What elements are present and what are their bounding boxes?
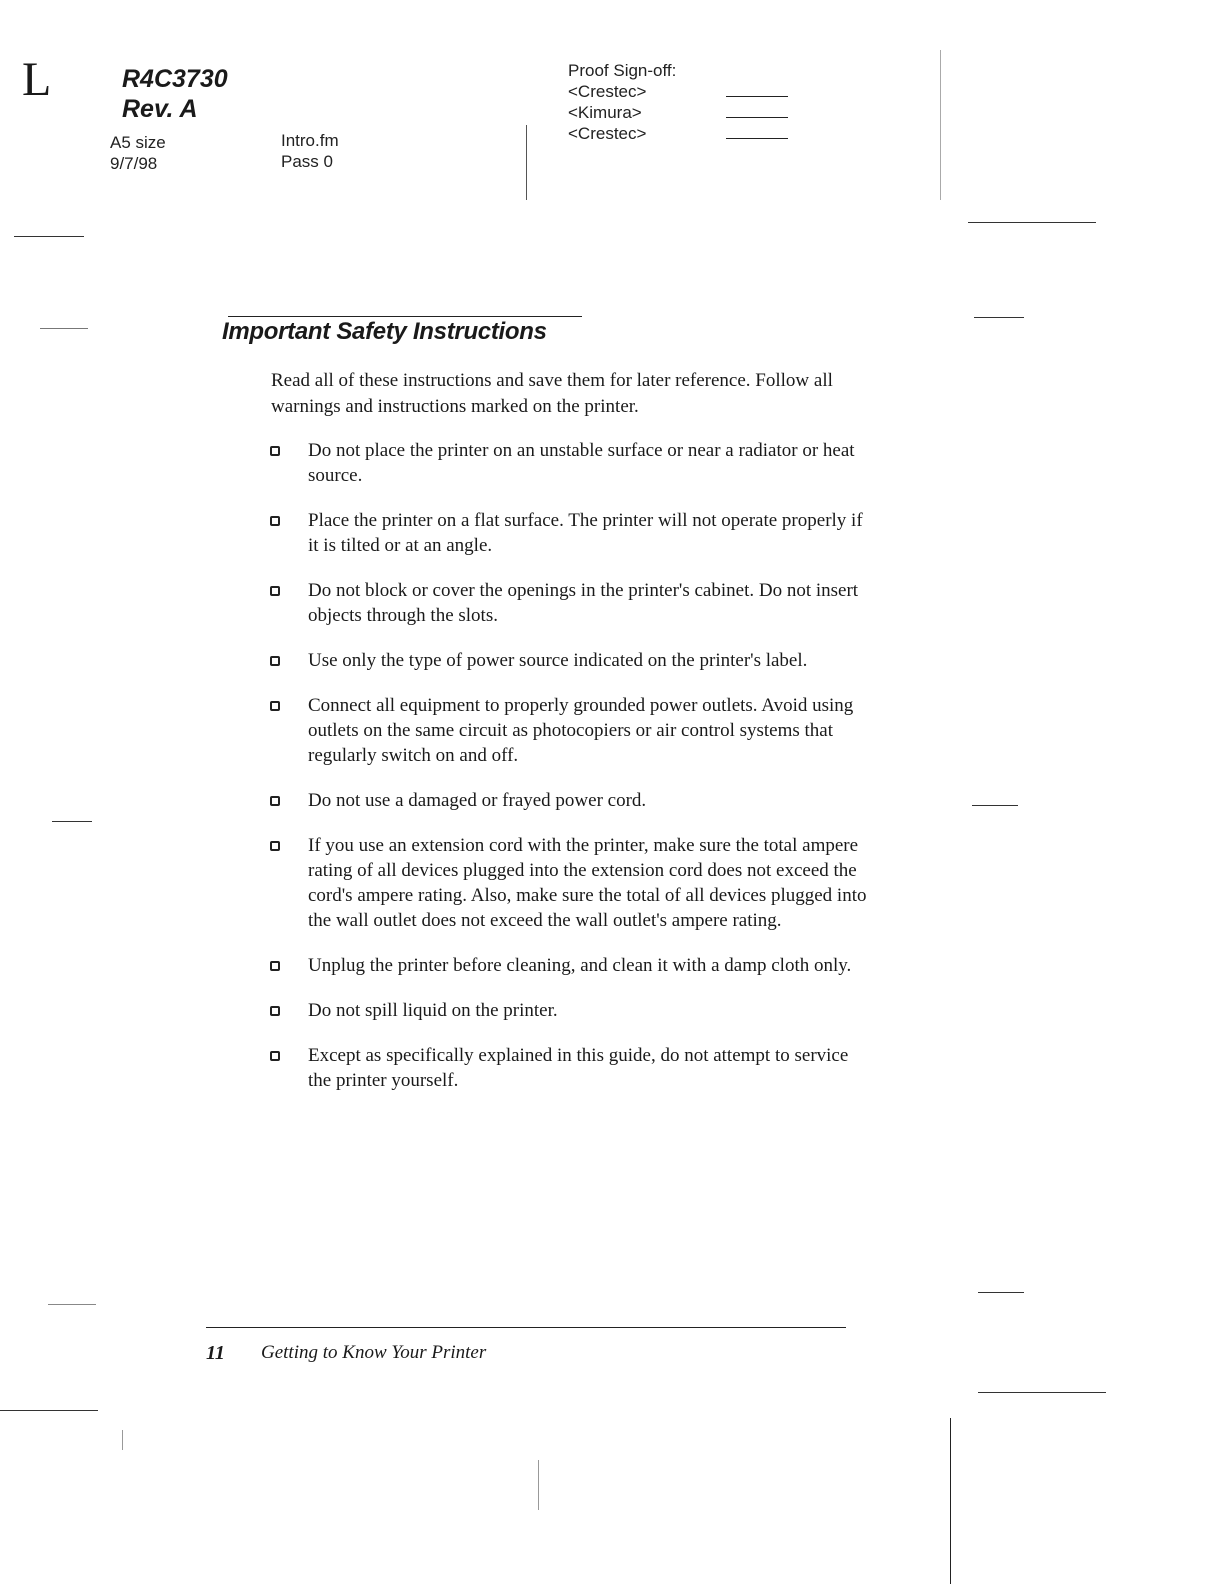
instruction-list — [270, 438, 870, 1093]
crop-mark — [940, 50, 941, 200]
crop-mark — [978, 1292, 1024, 1293]
page-size-date — [110, 132, 166, 174]
signoff-line — [726, 96, 788, 97]
crop-mark — [40, 328, 88, 329]
section-title: Important Safety Instructions — [222, 318, 547, 345]
pass-number: Pass 0 — [281, 152, 333, 171]
crop-mark — [0, 1410, 98, 1411]
crop-mark — [978, 1392, 1106, 1393]
list-item — [270, 788, 870, 813]
list-item — [270, 578, 870, 628]
list-item-text: Use only the type of power source indicated on the printer's label. — [308, 650, 808, 671]
list-item-text: Do not place the printer on an unstable surface or near a radiator or heat source. — [308, 440, 855, 486]
list-item — [270, 693, 870, 768]
signoff-line — [726, 117, 788, 118]
crop-mark — [14, 236, 84, 237]
checkbox-bullet-icon — [270, 961, 280, 971]
crop-mark — [122, 1430, 123, 1450]
list-item-text: If you use an extension cord with the printer, make sure the total ampere rating of all devices plugged into the extension cord does not exceed the cord's ampere rating. Also, make sure the total of all devices plugged into the wall outlet does not exceed the wall outlet's ampere rating. — [308, 835, 867, 931]
list-item — [270, 438, 870, 488]
crop-mark — [526, 125, 527, 200]
crop-mark — [52, 821, 92, 822]
list-item — [270, 833, 870, 933]
signoff-line — [726, 138, 788, 139]
list-item — [270, 953, 870, 978]
list-item-text: Do not block or cover the openings in the printer's cabinet. Do not insert objects through the slots. — [308, 580, 859, 626]
page-number: 11 — [206, 1342, 225, 1364]
proof-title: Proof Sign-off: — [568, 61, 677, 80]
crop-mark — [974, 317, 1024, 318]
doc-date: 9/7/98 — [110, 154, 158, 173]
list-item-text: Do not use a damaged or frayed power cord. — [308, 790, 647, 811]
checkbox-bullet-icon — [270, 586, 280, 596]
proof-signoff — [568, 60, 676, 144]
list-item-text: Place the printer on a flat surface. The printer will not operate properly if it is tilted or at an angle. — [308, 510, 863, 556]
checkbox-bullet-icon — [270, 656, 280, 666]
revision-text: Rev. A — [122, 95, 198, 123]
checkbox-bullet-icon — [270, 796, 280, 806]
list-item — [270, 1043, 870, 1093]
doc-code-text: R4C3730 — [122, 65, 228, 93]
list-item — [270, 648, 870, 673]
running-title: Getting to Know Your Printer — [261, 1342, 487, 1363]
checkbox-bullet-icon — [270, 1006, 280, 1016]
crop-mark — [968, 222, 1096, 223]
proof-entry: <Kimura> — [568, 103, 642, 122]
list-item — [270, 998, 870, 1023]
crop-mark — [48, 1304, 96, 1305]
heading-rule — [228, 316, 582, 317]
file-pass — [281, 130, 339, 172]
checkbox-bullet-icon — [270, 516, 280, 526]
list-item-text: Connect all equipment to properly grounded power outlets. Avoid using outlets on the same circuit as photocopiers or air control systems that regularly switch on and off. — [308, 695, 854, 766]
page-size: A5 size — [110, 133, 166, 152]
crop-mark — [950, 1418, 951, 1584]
document-code — [122, 64, 228, 124]
list-item-text: Unplug the printer before cleaning, and clean it with a damp cloth only. — [308, 955, 852, 976]
proof-entry: <Crestec> — [568, 124, 647, 143]
side-letter: L — [22, 53, 52, 106]
list-item-text: Do not spill liquid on the printer. — [308, 1000, 558, 1021]
crop-mark — [538, 1460, 539, 1510]
checkbox-bullet-icon — [270, 701, 280, 711]
file-name: Intro.fm — [281, 131, 339, 150]
intro-paragraph: Read all of these instructions and save them for later reference. Follow all warnings and instructions marked on the printer. — [271, 370, 833, 417]
checkbox-bullet-icon — [270, 1051, 280, 1061]
crop-mark — [972, 805, 1018, 806]
checkbox-bullet-icon — [270, 841, 280, 851]
checkbox-bullet-icon — [270, 446, 280, 456]
footer-rule — [206, 1327, 846, 1328]
list-item — [270, 508, 870, 558]
list-item-text: Except as specifically explained in this guide, do not attempt to service the printer yourself. — [308, 1045, 849, 1091]
proof-entry: <Crestec> — [568, 82, 647, 101]
